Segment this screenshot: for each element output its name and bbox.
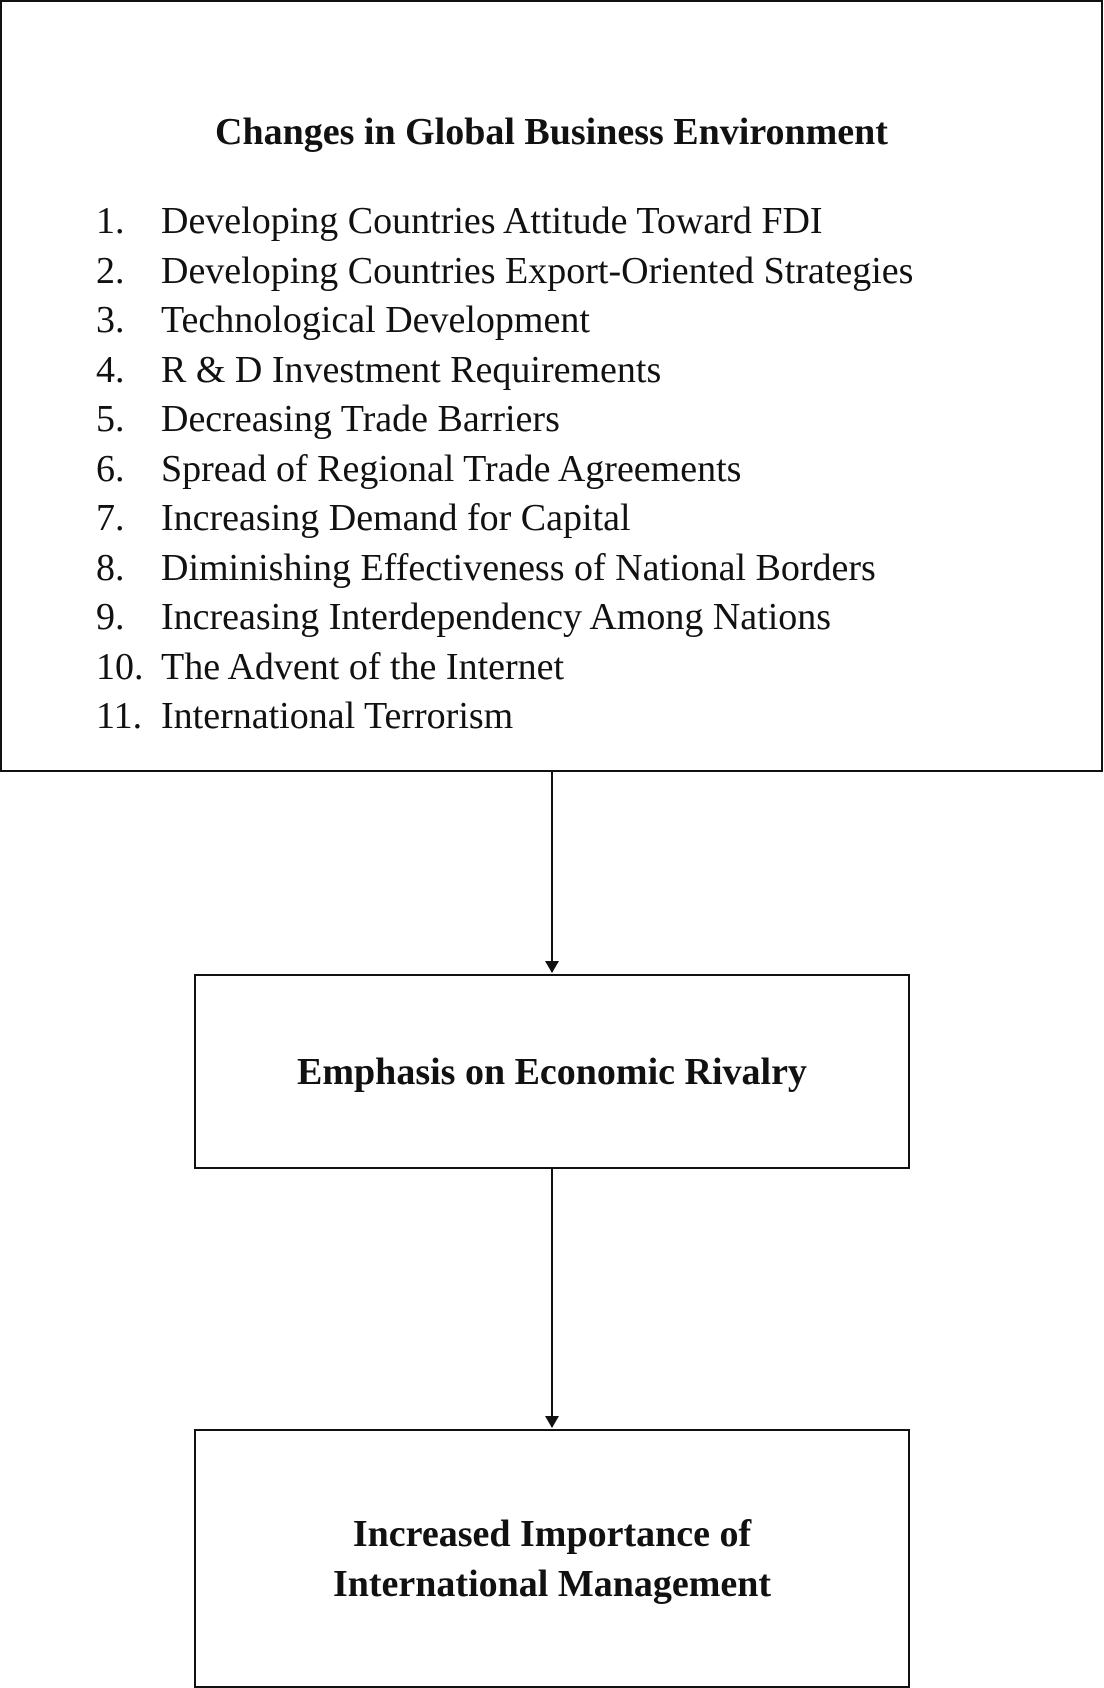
- international-management-box: [194, 1429, 910, 1688]
- factor-item: [96, 643, 913, 693]
- factor-number: 6.: [96, 447, 125, 490]
- global-changes-title: Changes in Global Business Environment: [215, 111, 888, 153]
- factor-text: Diminishing Effectiveness of National Borders: [161, 546, 876, 589]
- factor-item: [96, 296, 913, 346]
- economic-rivalry-label: Emphasis on Economic Rivalry: [297, 1050, 807, 1093]
- factor-number: 7.: [96, 497, 125, 539]
- factor-text: Developing Countries Export-Oriented Strategies: [161, 249, 914, 292]
- factor-text: The Advent of the Internet: [161, 645, 565, 688]
- factor-text: Developing Countries Attitude Toward FDI: [161, 200, 823, 242]
- factor-number: 1.: [96, 200, 125, 242]
- factor-text: Spread of Regional Trade Agreements: [161, 447, 742, 490]
- factor-text: Increasing Demand for Capital: [161, 497, 631, 539]
- factor-text: Technological Development: [161, 299, 590, 341]
- factor-text: Increasing Interdependency Among Nations: [161, 596, 832, 638]
- international-management-label-line1: Increased Importance of: [352, 1512, 752, 1555]
- factor-item: [96, 544, 913, 594]
- factor-item: [96, 445, 913, 495]
- international-management-label: [333, 1509, 771, 1609]
- factor-text: Decreasing Trade Barriers: [161, 398, 560, 440]
- factor-item: [96, 494, 913, 544]
- economic-rivalry-box: [194, 974, 910, 1169]
- factor-item: [96, 247, 913, 297]
- factor-item: [96, 395, 913, 445]
- factor-number: 4.: [96, 348, 125, 391]
- factor-number: 2.: [96, 249, 125, 292]
- factor-item: [96, 346, 913, 396]
- factor-text: International Terrorism: [161, 695, 514, 737]
- factor-list: [96, 197, 913, 742]
- factor-number: 9.: [96, 596, 125, 638]
- factor-number: 5.: [96, 398, 125, 440]
- factor-item: [96, 692, 913, 742]
- factor-number: 3.: [96, 299, 125, 341]
- factor-number: 10.: [96, 645, 144, 688]
- international-management-label-line2: International Management: [332, 1562, 772, 1605]
- factor-item: [96, 197, 913, 247]
- factor-number: 8.: [96, 546, 125, 589]
- factor-number: 11.: [96, 695, 143, 737]
- global-changes-box: [0, 0, 1103, 772]
- factor-text: R & D Investment Requirements: [161, 348, 662, 391]
- factor-item: [96, 593, 913, 643]
